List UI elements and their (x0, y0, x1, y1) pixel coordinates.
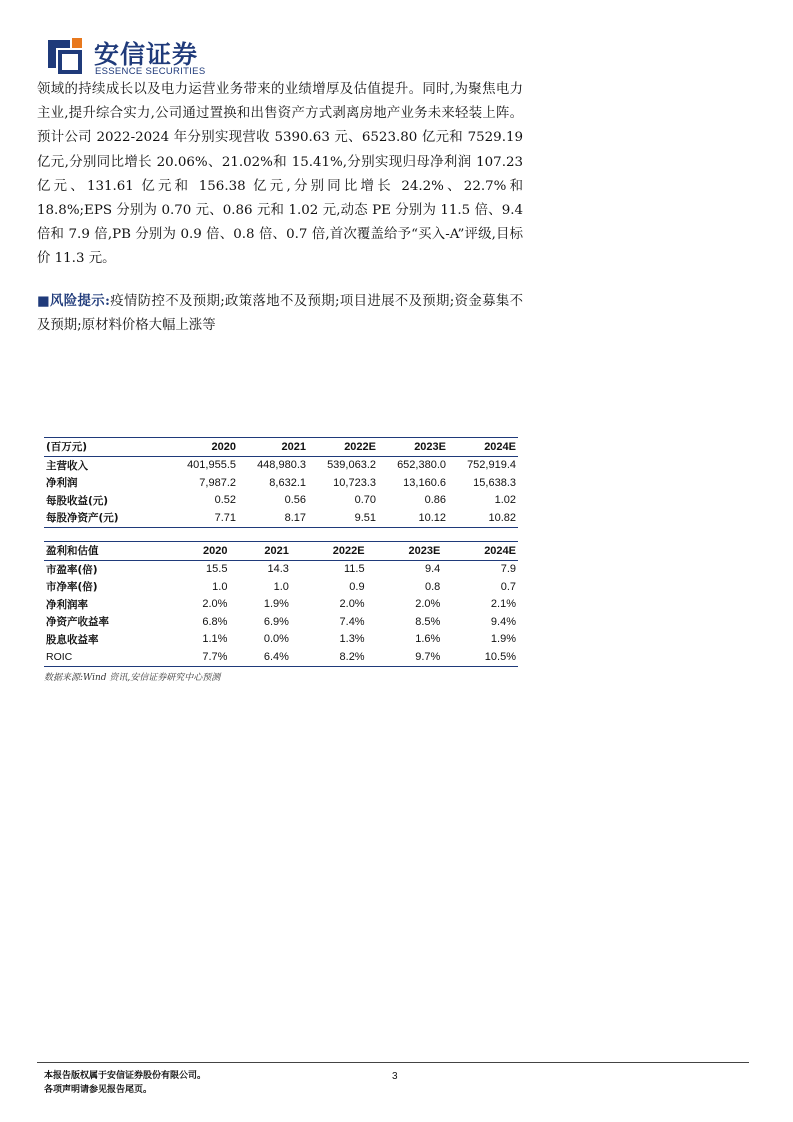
table-cell: 752,919.4 (467, 459, 516, 472)
table-cell: 10,723.3 (333, 476, 376, 489)
table-header-row (44, 438, 518, 457)
row-label: 每股收益(元) (46, 494, 109, 507)
table-cell: 9.7% (367, 648, 443, 666)
table-cell: 15,638.3 (473, 476, 516, 489)
risk-label: 风险提示: (50, 293, 110, 309)
table-cell: 10.5% (442, 648, 518, 666)
table-header-cell: 2022E (291, 542, 367, 561)
row-label: ROIC (44, 648, 168, 666)
table-cell: 0.8 (424, 580, 441, 593)
table-cell: 539,063.2 (327, 459, 376, 472)
table-cell: 0.9 (349, 580, 365, 593)
table-row (44, 492, 518, 510)
table-cell: 1.9% (490, 633, 516, 646)
logo-mark-icon (44, 34, 84, 74)
table-header-cell: 2024E (448, 438, 518, 457)
table-cell: 0.70 (354, 494, 376, 507)
row-label: 市净率(倍) (46, 581, 98, 594)
table-cell: 9.4 (424, 563, 441, 576)
table-cell: 8,632.1 (269, 476, 306, 489)
table-cell: 0.0% (263, 633, 289, 646)
row-label: 主营收入 (46, 459, 88, 472)
table-cell: 7.7% (168, 648, 229, 666)
table-cell: 2.0% (202, 598, 228, 611)
table-cell: 1.0 (273, 580, 289, 593)
table-cell: 1.02 (494, 494, 516, 507)
footer-copyright: 本报告版权属于安信证券股份有限公司。 (44, 1071, 207, 1081)
table-cell: 652,380.0 (397, 459, 446, 472)
table-header-cell: 2022E (308, 438, 378, 457)
table-cell: 9.51 (308, 509, 378, 527)
row-label: 股息收益率 (46, 633, 99, 646)
table-cell: 7.9 (500, 563, 516, 576)
table-cell: 0.86 (424, 494, 446, 507)
logo-chinese-name: 安信证券 (94, 40, 199, 69)
table-cell: 1.9% (263, 598, 289, 611)
table-header-cell: 盈利和估值 (44, 542, 168, 561)
table-header-cell: 2021 (229, 542, 290, 561)
footer-statement-note: 各项声明请参见报告尾页。 (44, 1085, 153, 1095)
row-label: 市盈率(倍) (46, 563, 98, 576)
table-cell: 11.5 (344, 563, 365, 576)
table-cell: 13,160.6 (403, 476, 446, 489)
table-cell: 9.4% (490, 615, 516, 628)
table-cell: 0.7 (500, 580, 516, 593)
table-row (44, 631, 518, 649)
table-header-cell: 2021 (238, 438, 308, 457)
table-header-cell: 2024E (442, 542, 518, 561)
table-cell: 6.8% (202, 615, 228, 628)
table-row (44, 456, 518, 474)
table-cell: 1.3% (339, 633, 365, 646)
square-bullet-icon: ■ (37, 294, 51, 309)
company-logo (44, 34, 244, 78)
footer-divider (37, 1062, 749, 1063)
table-row (44, 474, 518, 492)
table-row (44, 648, 518, 666)
table-cell: 15.5 (206, 563, 228, 576)
table-header-cell: (百万元) (44, 438, 168, 457)
table-cell: 14.3 (267, 563, 289, 576)
table-header-cell: 2023E (367, 542, 443, 561)
table-cell: 0.56 (284, 494, 306, 507)
logo-english-name: ESSENCE SECURITIES (95, 66, 206, 77)
page-number: 3 (392, 1071, 398, 1082)
table-cell: 6.4% (229, 648, 290, 666)
table-row (44, 560, 518, 578)
table-cell: 7,987.2 (199, 476, 236, 489)
table-row (44, 596, 518, 614)
table-cell: 8.2% (291, 648, 367, 666)
table-cell: 401,955.5 (187, 459, 236, 472)
table-row (44, 578, 518, 596)
table-cell: 2.0% (415, 598, 441, 611)
row-label: 净利润 (46, 477, 78, 490)
table-cell: 8.17 (238, 509, 308, 527)
row-label: 每股净资产(元) (44, 509, 168, 527)
table-cell: 448,980.3 (257, 459, 306, 472)
row-label: 净资产收益率 (46, 616, 109, 629)
table-cell: 10.12 (378, 509, 448, 527)
table-cell: 8.5% (415, 615, 441, 628)
table-cell: 6.9% (263, 615, 289, 628)
valuation-table (44, 541, 518, 667)
table-cell: 2.1% (490, 598, 516, 611)
table-row (44, 613, 518, 631)
row-label: 净利润率 (46, 598, 88, 611)
financial-summary-table (44, 437, 518, 528)
table-header-cell: 2020 (168, 542, 229, 561)
table-cell: 0.52 (214, 494, 236, 507)
risk-warning (37, 289, 523, 338)
table-header-cell: 2023E (378, 438, 448, 457)
forecast-paragraph (37, 78, 523, 272)
table-cell: 7.71 (168, 509, 238, 527)
table-cell: 1.0 (212, 580, 228, 593)
footer-disclaimer (44, 1069, 206, 1097)
data-source-note: 数据来源:Wind 资讯,安信证券研究中心预测 (44, 673, 221, 683)
table-cell: 1.6% (415, 633, 441, 646)
table-cell: 1.1% (202, 633, 228, 646)
paragraph-text: 领域的持续成长以及电力运营业务带来的业绩增厚及估值提升。同时,为聚焦电力主业,提升综合实力,公司通过置换和出售资产方式剥离房地产业务未来轻装上阵。预计公司 2022-2024 年分别实现营收 5390.63 元、6523.80 亿元和 7529.19 亿元,分别同比增长 20.06%、21.02%和 15.41%,分别实现归母净利润 107.23 亿元、131.61 亿元和 156.38 亿元,分别同比增长 24.2%、22.7%和 18.8%;EPS 分别为 0.70 元、0.86 元和 1.02 元,动态 PE 分别为 11.5 倍、9.4 倍和 7.9 倍,PB 分别为 0.9 倍、0.8 倍、0.7 倍,首次覆盖给予“买入-A”评级,目标价 11.3 元。 (37, 82, 523, 267)
table-header-row (44, 542, 518, 561)
table-cell: 10.82 (448, 509, 518, 527)
table-cell: 7.4% (339, 615, 365, 628)
risk-text: 疫情防控不及预期;政策落地不及预期;项目进展不及预期;资金募集不及预期;原材料价格大幅上涨等 (37, 294, 523, 333)
table-cell: 2.0% (339, 598, 365, 611)
table-row (44, 509, 518, 527)
table-header-cell: 2020 (168, 438, 238, 457)
